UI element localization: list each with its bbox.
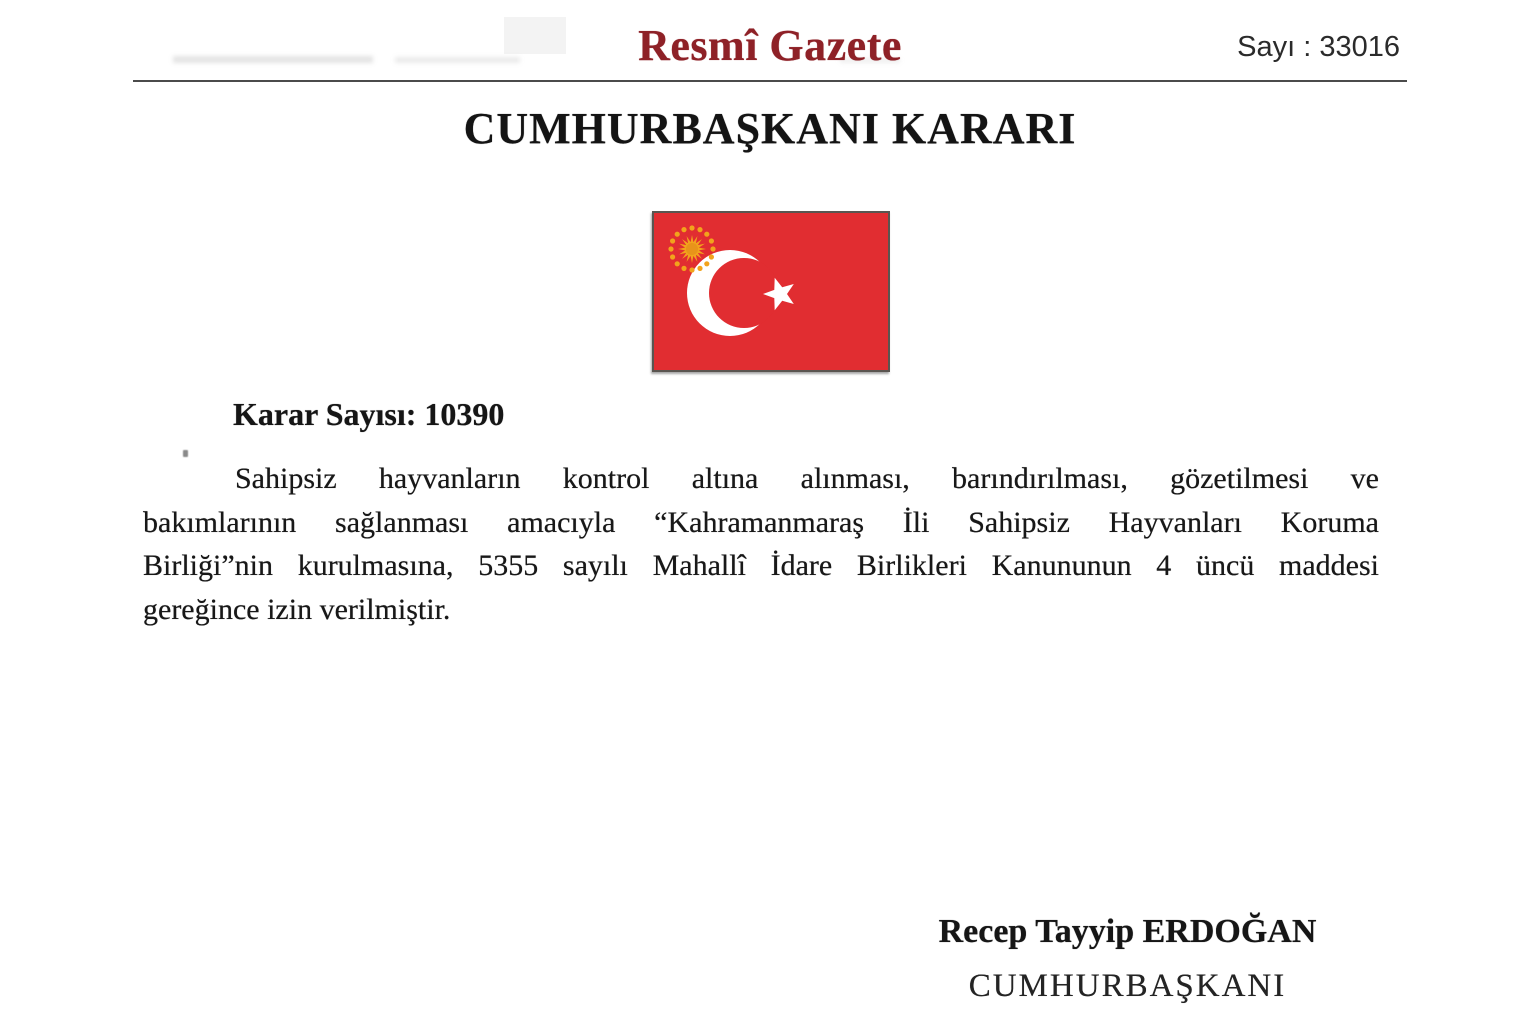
issue-number: Sayı : 33016: [1237, 31, 1400, 63]
decree-body-paragraph: [143, 457, 1379, 631]
decree-title: CUMHURBAŞKANI KARARI: [463, 104, 1077, 153]
decision-number: Karar Sayısı: 10390: [233, 396, 505, 432]
scan-artifact: [183, 450, 188, 457]
seal-sun-core: [686, 243, 698, 255]
signature-block: [900, 911, 1355, 1006]
gazette-title: Resmî Gazete: [638, 21, 902, 70]
signatory-name: Recep Tayyip ERDOĞAN: [938, 913, 1317, 950]
body-line: gereğince izin verilmiştir.: [143, 592, 451, 626]
header-divider: [133, 80, 1407, 82]
turkish-presidential-flag-icon: [652, 211, 890, 372]
body-line: bakımlarının sağlanması amacıyla “Kahramanmaraş İli Sahipsiz Hayvanları Koruma: [143, 505, 1379, 539]
signatory-title: CUMHURBAŞKANI: [968, 968, 1287, 1004]
body-line: Birliği”nin kurulmasına, 5355 sayılı Mahallî İdare Birlikleri Kanununun 4 üncü maddesi: [143, 549, 1379, 582]
body-line: Sahipsiz hayvanların kontrol altına alınması, barındırılması, gözetilmesi ve: [235, 462, 1379, 495]
